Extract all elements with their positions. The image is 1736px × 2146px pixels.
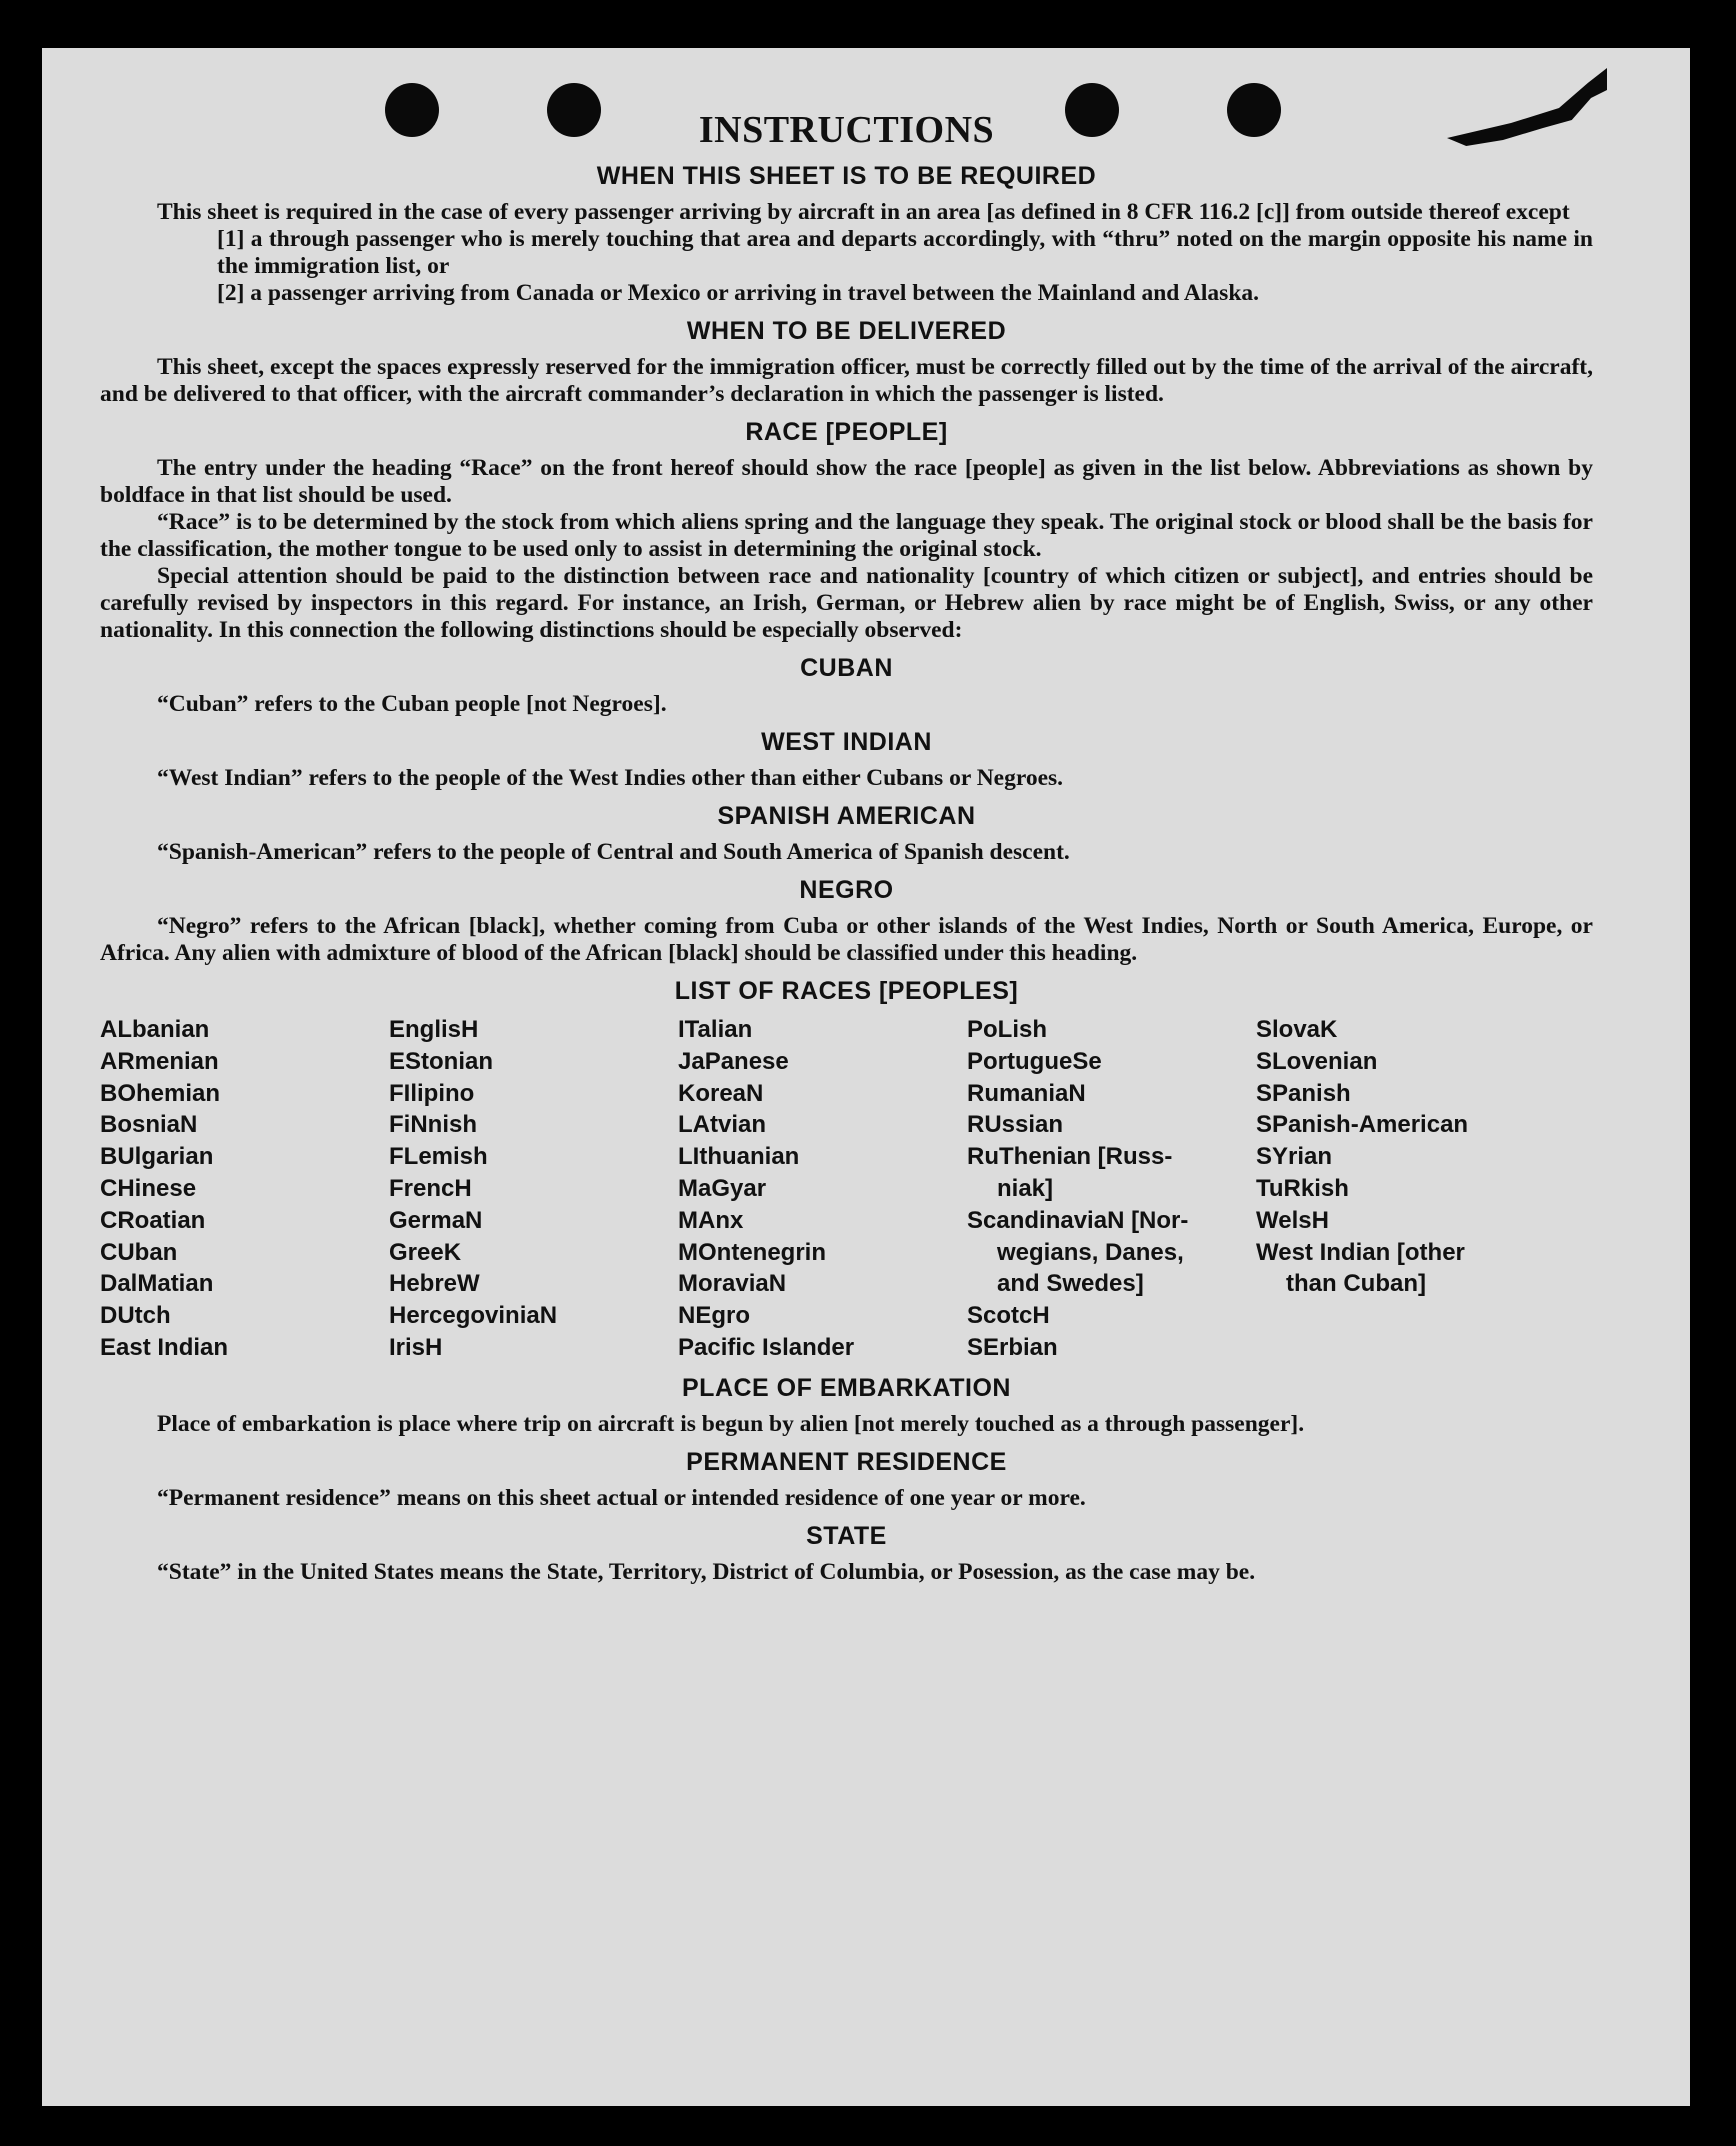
- race-item: JaPanese: [678, 1047, 789, 1075]
- race-item: DalMatian: [100, 1270, 214, 1298]
- section-text: The entry under the heading “Race” on the front hereof should show the race [people] as given in the list below. Abbreviations as shown by boldface in that list should be used.: [100, 455, 1593, 508]
- race-column: [389, 1014, 678, 1364]
- race-item: FLemish: [389, 1143, 488, 1171]
- race-item: PoLish: [967, 1016, 1048, 1043]
- race-item: and Swedes]: [997, 1270, 1144, 1298]
- race-item: MoraviaN: [678, 1270, 787, 1298]
- race-item: EnglisH: [389, 1016, 479, 1043]
- race-item: HebreW: [389, 1270, 480, 1298]
- race-item: MaGyar: [678, 1174, 767, 1202]
- section-heading: LIST OF RACES [PEOPLES]: [674, 977, 1019, 1005]
- race-item: ScandinaviaN [Nor-: [967, 1206, 1189, 1234]
- race-item: PortugueSe: [967, 1047, 1102, 1075]
- page-title: INSTRUCTIONS: [698, 109, 995, 151]
- race-item: RUssian: [967, 1111, 1064, 1139]
- race-item: ALbanian: [100, 1016, 210, 1043]
- race-item: TuRkish: [1256, 1174, 1349, 1202]
- race-item: ITalian: [678, 1016, 753, 1043]
- section-heading: PERMANENT RESIDENCE: [686, 1447, 1007, 1476]
- list-item: [2] a passenger arriving from Canada or Mexico or arriving in travel between the Mainland and Alaska.: [217, 280, 1260, 306]
- section-heading: PLACE OF EMBARKATION: [682, 1373, 1011, 1402]
- race-item: WelsH: [1256, 1206, 1329, 1234]
- race-item: MAnx: [678, 1206, 744, 1234]
- race-item: CRoatian: [100, 1206, 206, 1234]
- race-item: DUtch: [100, 1302, 171, 1330]
- section-text: Special attention should be paid to the distinction between race and nationality [country of which citizen or subject], and entries should be carefully revised by inspectors in this regard. For instance, an Irish, German, or Hebrew alien by race might be of English, Swiss, or any other nationality. In this connection the following distinctions should be especially observed:: [100, 563, 1593, 643]
- race-item: Pacific Islander: [678, 1333, 855, 1361]
- race-item: RuThenian [Russ-: [967, 1143, 1173, 1171]
- race-item: FiNnish: [389, 1111, 477, 1139]
- race-item: SPanish: [1256, 1079, 1351, 1107]
- race-item: EStonian: [389, 1047, 494, 1075]
- race-item: RumaniaN: [967, 1079, 1086, 1107]
- race-item: CUban: [100, 1238, 178, 1266]
- race-list: [100, 1014, 1593, 1364]
- race-item: niak]: [997, 1174, 1054, 1202]
- race-item: ScotcH: [967, 1302, 1050, 1330]
- race-item: BOhemian: [100, 1079, 221, 1107]
- race-item: LIthuanian: [678, 1143, 800, 1171]
- race-item: GermaN: [389, 1206, 483, 1234]
- section-heading: NEGRO: [799, 876, 894, 904]
- race-item: HercegoviniaN: [389, 1302, 558, 1330]
- race-column: [100, 1014, 389, 1364]
- race-item: SLovenian: [1256, 1047, 1378, 1075]
- race-item: ARmenian: [100, 1047, 219, 1075]
- race-item: East Indian: [100, 1333, 229, 1361]
- section-heading: WHEN TO BE DELIVERED: [686, 317, 1007, 345]
- section-heading: CUBAN: [800, 654, 893, 682]
- race-item: SYrian: [1256, 1143, 1333, 1171]
- section-text: This sheet, except the spaces expressly reserved for the immigration officer, must be correctly filled out by the time of the arrival of the aircraft, and be delivered to that officer, with the aircraft commander’s declaration in which the passenger is listed.: [100, 354, 1593, 407]
- race-item: SlovaK: [1256, 1016, 1338, 1043]
- section-heading: WEST INDIAN: [761, 728, 932, 756]
- race-item: West Indian [other: [1256, 1238, 1465, 1266]
- section-text: “Permanent residence” means on this sheet actual or intended residence of one year or more.: [157, 1484, 1086, 1511]
- list-item: [1] a through passenger who is merely touching that area and departs accordingly, with “thru” noted on the margin opposite his name in the immigration list, or: [217, 226, 1593, 279]
- race-item: BUlgarian: [100, 1143, 214, 1171]
- section-heading: SPANISH AMERICAN: [717, 802, 976, 830]
- race-item: BosniaN: [100, 1111, 198, 1139]
- race-item: FrencH: [389, 1174, 472, 1202]
- race-item: NEgro: [678, 1302, 750, 1330]
- race-item: GreeK: [389, 1238, 462, 1266]
- race-item: FIlipino: [389, 1079, 475, 1107]
- section-text: “Negro” refers to the African [black], whether coming from Cuba or other islands of the West Indies, North or South America, Europe, or Africa. Any alien with admixture of blood of the African [black] should be classified under this heading.: [100, 913, 1593, 966]
- race-column: [1256, 1014, 1556, 1364]
- section-text: Place of embarkation is place where trip on aircraft is begun by alien [not merely touched as a through passenger].: [157, 1410, 1305, 1437]
- section-text: “Cuban” refers to the Cuban people [not Negroes].: [157, 691, 667, 717]
- section-text: “West Indian” refers to the people of the West Indies other than either Cubans or Negroes.: [157, 765, 1064, 791]
- instructions-content: [100, 108, 1593, 1586]
- race-item: CHinese: [100, 1174, 197, 1202]
- race-item: than Cuban]: [1286, 1270, 1426, 1298]
- race-column: [967, 1014, 1256, 1364]
- race-item: SPanish-American: [1256, 1111, 1469, 1139]
- section-heading: RACE [PEOPLE]: [745, 418, 948, 446]
- section-text: “State” in the United States means the State, Territory, District of Columbia, or Posession, as the case may be.: [157, 1558, 1256, 1585]
- section-text: “Spanish-American” refers to the people of Central and South America of Spanish descent.: [157, 839, 1070, 865]
- section-text: “Race” is to be determined by the stock from which aliens spring and the language they speak. The original stock or blood shall be the basis for the classification, the mother tongue to be used only to assist in determining the original stock.: [100, 509, 1593, 562]
- section-heading: STATE: [806, 1521, 887, 1550]
- section-text: This sheet is required in the case of every passenger arriving by aircraft in an area [as defined in 8 CFR 116.2 [c]] from outside thereof except: [157, 199, 1570, 225]
- race-item: wegians, Danes,: [997, 1238, 1184, 1266]
- race-item: KoreaN: [678, 1079, 764, 1107]
- race-column: [678, 1014, 967, 1364]
- section-heading: WHEN THIS SHEET IS TO BE REQUIRED: [596, 162, 1097, 190]
- race-item: MOntenegrin: [678, 1238, 826, 1266]
- race-item: IrisH: [389, 1333, 443, 1361]
- race-item: LAtvian: [678, 1111, 767, 1139]
- race-item: SErbian: [967, 1333, 1058, 1361]
